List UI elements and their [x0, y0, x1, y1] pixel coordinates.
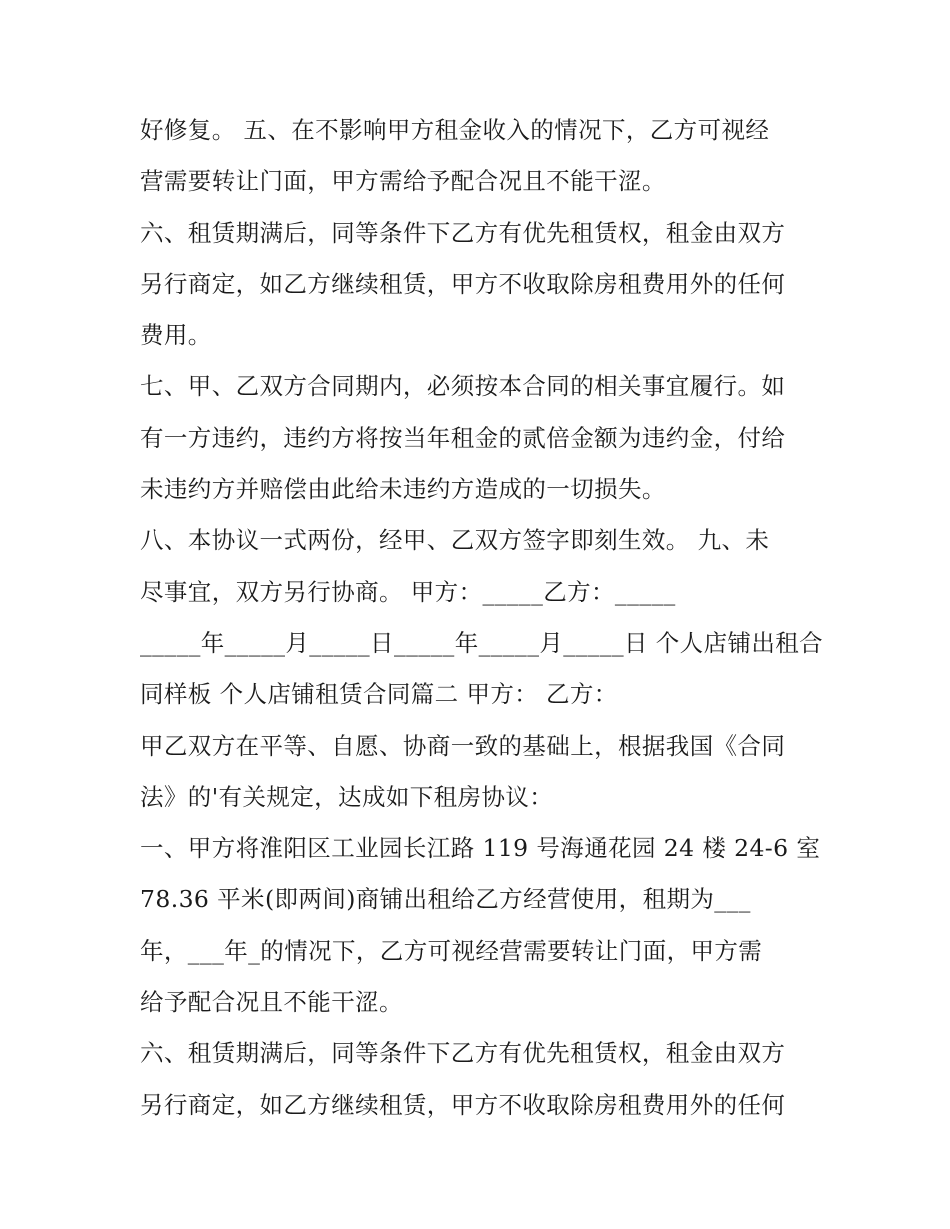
text-line-9: 八、本协议一式两份，经甲、乙双方签字即刻生效。 九、未	[140, 526, 770, 555]
text-line-7: 有一方违约，违约方将按当年租金的贰倍金额为违约金，付给	[140, 423, 786, 452]
text-line-11: _____年_____月_____日_____年_____月_____日 个人店铺出租合	[140, 628, 824, 657]
text-line-8: 未违约方并赔偿由此给未违约方造成的一切损失。	[140, 475, 666, 504]
text-line-6: 七、甲、乙双方合同期内，必须按本合同的相关事宜履行。如	[140, 372, 786, 401]
text-line-1: 好修复。 五、在不影响甲方租金收入的情况下，乙方可视经	[140, 116, 770, 144]
text-line-15: 一、甲方将淮阳区工业园长江路 119 号海通花园 24 楼 24-6 室	[140, 834, 821, 863]
text-line-2: 营需要转让门面，甲方需给予配合况且不能干涩。	[140, 167, 666, 196]
text-line-5: 费用。	[140, 321, 212, 350]
contract-text	[140, 105, 824, 1131]
text-line-19: 六、租赁期满后，同等条件下乙方有优先租赁权，租金由双方	[140, 1039, 786, 1068]
text-line-16: 78.36 平米(即两间)商铺出租给乙方经营使用，租期为___	[140, 885, 751, 914]
text-line-14: 法》的'有关规定，达成如下租房协议：	[140, 782, 554, 811]
text-line-12: 同样板 个人店铺租赁合同篇二 甲方： 乙方：	[140, 680, 618, 709]
text-line-18: 给予配合况且不能干涩。	[140, 988, 403, 1017]
text-line-4: 另行商定，如乙方继续租赁，甲方不收取除房租费用外的任何	[140, 269, 786, 298]
text-line-3: 六、租赁期满后，同等条件下乙方有优先租赁权，租金由双方	[140, 218, 786, 247]
text-line-10: 尽事宜，双方另行协商。 甲方：_____乙方：_____	[140, 577, 676, 606]
text-line-20: 另行商定，如乙方继续租赁，甲方不收取除房租费用外的任何	[140, 1090, 786, 1119]
text-line-13: 甲乙双方在平等、自愿、协商一致的基础上，根据我国《合同	[140, 731, 786, 760]
text-line-17: 年，___年_的情况下，乙方可视经营需要转让门面，甲方需	[140, 936, 763, 965]
